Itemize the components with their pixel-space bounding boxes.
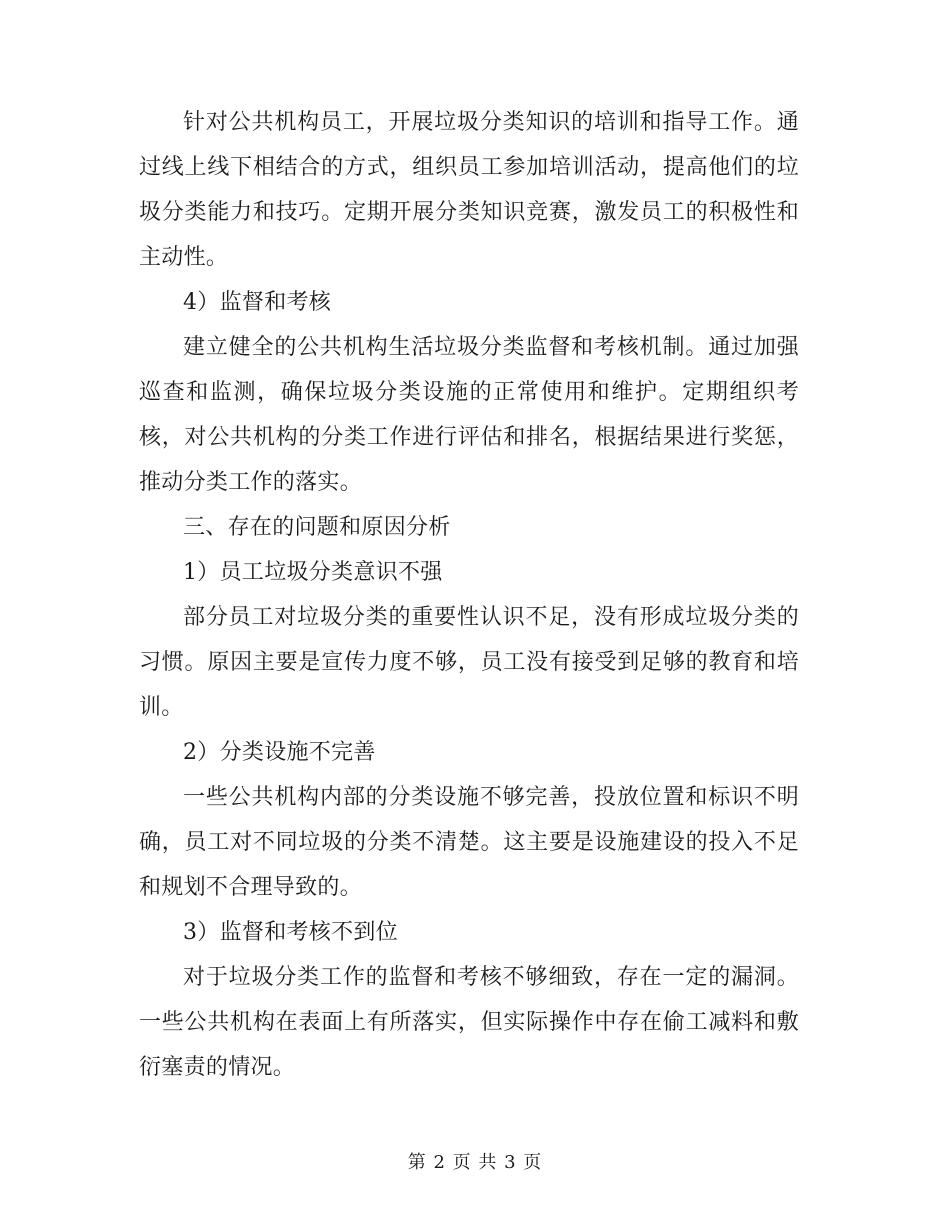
heading-facilities: 2）分类设施不完善 xyxy=(183,740,376,765)
document-body xyxy=(139,100,799,1090)
paragraph-oversight: 对于垃圾分类工作的监督和考核不够细致，存在一定的漏洞。一些公共机构在表面上有所落实，但实际操作中存在偷工减料和敷衍塞责的情况。 xyxy=(139,965,799,1080)
paragraph-training: 针对公共机构员工，开展垃圾分类知识的培训和指导工作。通过线上线下相结合的方式，组织员工参加培训活动，提高他们的垃圾分类能力和技巧。定期开展分类知识竞赛，激发员工的积极性和主动性。 xyxy=(139,110,799,270)
heading-awareness: 1）员工垃圾分类意识不强 xyxy=(183,560,443,585)
heading-supervision: 4）监督和考核 xyxy=(183,290,332,315)
paragraph-supervision: 建立健全的公共机构生活垃圾分类监督和考核机制。通过加强巡查和监测，确保垃圾分类设施的正常使用和维护。定期组织考核，对公共机构的分类工作进行评估和排名，根据结果进行奖惩，推动分类工作的落实。 xyxy=(139,335,799,495)
section-heading-problems: 三、存在的问题和原因分析 xyxy=(183,515,451,540)
paragraph-facilities: 一些公共机构内部的分类设施不够完善，投放位置和标识不明确，员工对不同垃圾的分类不清楚。这主要是设施建设的投入不足和规划不合理导致的。 xyxy=(139,785,799,900)
paragraph-awareness: 部分员工对垃圾分类的重要性认识不足，没有形成垃圾分类的习惯。原因主要是宣传力度不够，员工没有接受到足够的教育和培训。 xyxy=(139,605,799,720)
heading-oversight: 3）监督和考核不到位 xyxy=(183,920,398,945)
page-number-footer: 第 2 页 共 3 页 xyxy=(407,1152,543,1173)
